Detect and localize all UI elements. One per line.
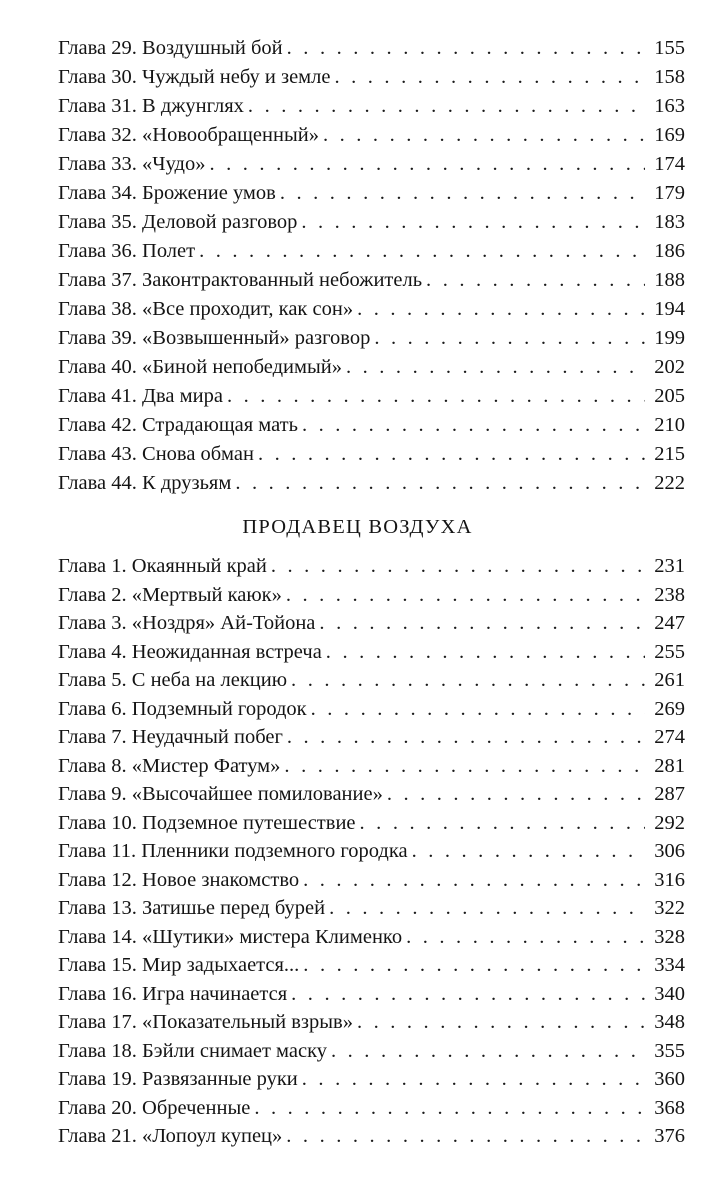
- toc-entry: [58, 1122, 685, 1151]
- entry-page-number: 360: [654, 1068, 685, 1090]
- entry-title: Глава 8. «Мистер Фатум»: [58, 754, 281, 777]
- entry-title: Глава 5. С неба на лекцию: [58, 669, 288, 691]
- entry-page-number: 222: [654, 472, 685, 494]
- toc-entry: [58, 469, 685, 498]
- entry-page-number: 183: [654, 211, 685, 233]
- dot-leader: [303, 951, 645, 980]
- entry-title: Глава 44. К друзьям: [58, 472, 232, 494]
- entry-title: Глава 15. Мир задыхается...: [58, 954, 300, 976]
- dot-leader: [286, 1122, 645, 1151]
- entry-title: Глава 13. Затишье перед бурей: [58, 897, 326, 919]
- entry-title: Глава 40. «Биной непобедимый»: [58, 356, 342, 378]
- toc-entry: [58, 1008, 685, 1037]
- entry-title: Глава 18. Бэйли снимает маску: [58, 1039, 327, 1062]
- entry-title: Глава 4. Неожиданная встреча: [58, 640, 322, 663]
- toc-entry: [58, 121, 685, 150]
- dot-leader: [387, 780, 645, 809]
- toc-entry: [58, 866, 685, 895]
- toc-entry: [58, 150, 685, 179]
- entry-title: Глава 39. «Возвышенный» разговор: [58, 327, 371, 349]
- entry-page-number: 255: [654, 640, 685, 663]
- entry-page-number: 328: [654, 925, 685, 948]
- entry-page-number: 368: [654, 1096, 685, 1119]
- entry-page-number: 215: [654, 443, 685, 465]
- entry-page-number: 247: [654, 612, 685, 634]
- entry-title: Глава 41. Два мира: [58, 385, 223, 407]
- toc-entry: [58, 63, 685, 92]
- dot-leader: [374, 324, 645, 353]
- toc-entry: [58, 295, 685, 324]
- entry-page-number: 163: [654, 95, 685, 117]
- entry-page-number: 334: [654, 954, 685, 976]
- toc-entry: [58, 980, 685, 1009]
- dot-leader: [346, 353, 645, 382]
- entry-page-number: 205: [654, 385, 685, 407]
- entry-page-number: 155: [654, 37, 685, 59]
- toc-entry: [58, 951, 685, 980]
- entry-title: Глава 31. В джунглях: [58, 95, 244, 117]
- entry-title: Глава 6. Подземный городок: [58, 697, 307, 720]
- section-heading: ПРОДАВЕЦ ВОЗДУХА: [242, 516, 473, 538]
- entry-title: Глава 35. Деловой разговор: [58, 211, 298, 233]
- entry-title: Глава 14. «Шутики» мистера Клименко: [58, 925, 403, 948]
- entry-title: Глава 29. Воздушный бой: [58, 37, 283, 59]
- entry-page-number: 316: [654, 868, 685, 891]
- toc-entry: [58, 353, 685, 382]
- entry-page-number: 322: [654, 897, 685, 919]
- dot-leader: [254, 1094, 645, 1123]
- toc-entry: [58, 34, 685, 63]
- entry-title: Глава 42. Страдающая мать: [58, 414, 298, 436]
- dot-leader: [227, 382, 645, 411]
- toc-entry: [58, 666, 685, 695]
- dot-leader: [284, 752, 645, 781]
- entry-page-number: 169: [654, 124, 685, 146]
- toc-entry: [58, 324, 685, 353]
- entry-page-number: 261: [654, 669, 685, 691]
- toc-entry: [58, 780, 685, 809]
- toc-entry: [58, 208, 685, 237]
- dot-leader: [286, 581, 645, 610]
- dot-leader: [302, 1065, 645, 1094]
- entry-page-number: 231: [654, 555, 685, 577]
- entry-title: Глава 34. Брожение умов: [58, 182, 276, 204]
- entry-page-number: 186: [654, 240, 685, 262]
- toc-entry: [58, 752, 685, 781]
- dot-leader: [302, 411, 645, 440]
- entry-page-number: 376: [654, 1125, 685, 1147]
- entry-title: Глава 33. «Чудо»: [58, 153, 206, 175]
- entry-page-number: 199: [654, 327, 685, 349]
- entry-title: Глава 36. Полет: [58, 240, 196, 262]
- entry-title: Глава 3. «Ноздря» Ай-Тойона: [58, 612, 316, 634]
- dot-leader: [291, 980, 645, 1009]
- toc-entry: [58, 1065, 685, 1094]
- dot-leader: [271, 552, 645, 581]
- dot-leader: [360, 809, 645, 838]
- entry-page-number: 306: [654, 840, 685, 862]
- entry-title: Глава 30. Чуждый небу и земле: [58, 66, 331, 88]
- toc-entry: [58, 266, 685, 295]
- toc-entry: [58, 723, 685, 752]
- toc-list-continued: [58, 34, 685, 498]
- dot-leader: [426, 266, 645, 295]
- entry-page-number: 210: [654, 414, 685, 436]
- toc-entry: [58, 695, 685, 724]
- entry-title: Глава 16. Игра начинается: [58, 982, 288, 1005]
- entry-title: Глава 38. «Все проходит, как сон»: [58, 298, 354, 320]
- entry-title: Глава 11. Пленники подземного городка: [58, 840, 408, 862]
- dot-leader: [258, 440, 645, 469]
- toc-entry: [58, 1094, 685, 1123]
- dot-leader: [280, 179, 645, 208]
- dot-leader: [323, 121, 645, 150]
- entry-title: Глава 9. «Высочайшее помилование»: [58, 783, 383, 805]
- entry-page-number: 348: [654, 1011, 685, 1033]
- entry-page-number: 238: [654, 583, 685, 606]
- dot-leader: [301, 208, 645, 237]
- dot-leader: [248, 92, 645, 121]
- dot-leader: [287, 723, 645, 752]
- toc-entry: [58, 92, 685, 121]
- entry-page-number: 269: [654, 697, 685, 720]
- entry-page-number: 158: [654, 66, 685, 88]
- dot-leader: [303, 866, 645, 895]
- entry-page-number: 355: [654, 1039, 685, 1062]
- toc-entry: [58, 837, 685, 866]
- entry-title: Глава 32. «Новообращенный»: [58, 124, 319, 146]
- entry-title: Глава 17. «Показательный взрыв»: [58, 1011, 353, 1033]
- dot-leader: [357, 295, 645, 324]
- entry-title: Глава 19. Развязанные руки: [58, 1068, 298, 1090]
- toc-entry: [58, 1037, 685, 1066]
- toc-entry: [58, 440, 685, 469]
- toc-entry: [58, 179, 685, 208]
- entry-title: Глава 2. «Мертвый каюк»: [58, 583, 282, 606]
- toc-entry: [58, 581, 685, 610]
- entry-title: Глава 21. «Лопоул купец»: [58, 1125, 283, 1147]
- dot-leader: [412, 837, 645, 866]
- entry-page-number: 194: [654, 298, 685, 320]
- dot-leader: [357, 1008, 645, 1037]
- dot-leader: [331, 1037, 645, 1066]
- dot-leader: [287, 34, 645, 63]
- entry-page-number: 292: [654, 811, 685, 834]
- entry-page-number: 281: [654, 754, 685, 777]
- entry-title: Глава 37. Законтрактованный небожитель: [58, 269, 423, 291]
- toc-entry: [58, 382, 685, 411]
- entry-page-number: 340: [654, 982, 685, 1005]
- entry-page-number: 274: [654, 726, 685, 748]
- toc-entry: [58, 411, 685, 440]
- toc-entry: [58, 809, 685, 838]
- toc-entry: [58, 923, 685, 952]
- entry-title: Глава 43. Снова обман: [58, 443, 254, 465]
- toc-entry: [58, 894, 685, 923]
- entry-page-number: 188: [654, 269, 685, 291]
- dot-leader: [326, 638, 645, 667]
- dot-leader: [209, 150, 645, 179]
- dot-leader: [311, 695, 645, 724]
- entry-page-number: 202: [654, 356, 685, 378]
- toc-entry: [58, 638, 685, 667]
- entry-title: Глава 10. Подземное путешествие: [58, 811, 356, 834]
- entry-title: Глава 20. Обреченные: [58, 1096, 251, 1119]
- toc-entry: [58, 552, 685, 581]
- entry-title: Глава 7. Неудачный побег: [58, 726, 283, 748]
- entry-page-number: 179: [654, 182, 685, 204]
- dot-leader: [199, 237, 645, 266]
- toc-entry: [58, 609, 685, 638]
- entry-page-number: 174: [654, 153, 685, 175]
- entry-title: Глава 12. Новое знакомство: [58, 868, 300, 891]
- entry-title: Глава 1. Окаянный край: [58, 555, 267, 577]
- toc-entry: [58, 237, 685, 266]
- dot-leader: [319, 609, 645, 638]
- dot-leader: [235, 469, 645, 498]
- dot-leader: [329, 894, 645, 923]
- dot-leader: [406, 923, 645, 952]
- dot-leader: [291, 666, 645, 695]
- entry-page-number: 287: [654, 783, 685, 805]
- dot-leader: [334, 63, 645, 92]
- toc-list-section: [58, 552, 685, 1151]
